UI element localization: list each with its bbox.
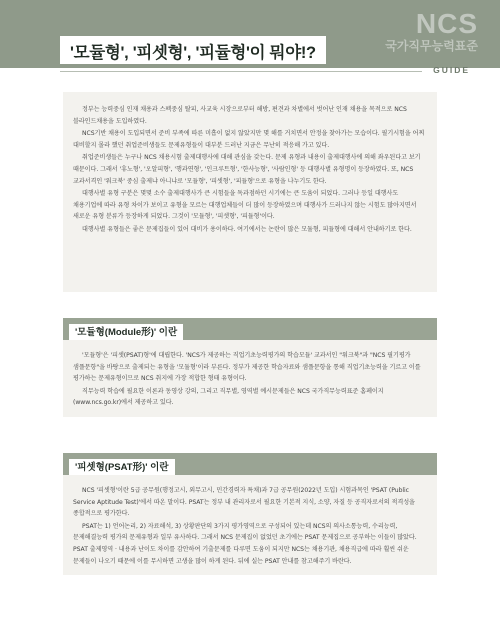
page-title-box (60, 36, 326, 64)
psat-heading: '피셋형(PSAT形)' 이란 (69, 459, 175, 475)
section-heading (63, 453, 437, 475)
module-paragraph: '모듈형'은 '피셋(PSAT)형'에 대립한다. 'NCS가 제공하는 직업기초능력평가의 학습모듈' 교과서인 "워크북"과 "NCS 필기평가 샘플문항"을 바탕으로 출제되는 유형을 '모듈형'이라 부른다. 정부가 제공한 학습자료와 샘플문항을 통해 직업기초능력을 기르고 이를 평가하는 문제유형이므로 NCS 취지에 가장 적합한 형태 유형이다. (73, 352, 421, 383)
intro-paragraph: 정부는 능력중심 인재 채용과 스펙중심 탈피, 사교육 시장으로부터 해방, 편견과 차별에서 벗어난 인재 채용을 목적으로 NCS 블라인드채용을 도입하였다. (73, 106, 407, 125)
watermark-main: NCS (415, 8, 478, 39)
guide-divider (60, 71, 422, 72)
psat-section (63, 453, 437, 575)
psat-paragraph: NCS '피셋형'이란 5급 공무원(행정고시, 외무고시, 민간경력자 특채)과 7급 공무원(2022년 도입) 시험과목인 'PSAT (Public Service Aptitude Test)'에서 따온 말이다. PSAT는 정부 내 관리자로서 필요한 기본적 지식, 소양, 자질 등 공직자로서의 적격성을 종합적으로 평가한다. (73, 487, 415, 518)
intro-paragraph: 취업준비생들은 누구나 NCS 채용시험 출제대행사에 대해 관심을 갖는다. 문제 유형과 내용이 출제대행사에 의해 좌우된다고 보기 때문이다. 그래서 '휴노형', '오알피형', '행과연형', '인크루트형', '한사능형', '사람인형' 등 대행사별 유형명이 등장하였다. 또, NCS 교과서격인 '워크북' 중심 출제냐 아니냐로 '모듈형', '피셋형', '피듈형'으로 유형을 나누기도 한다. (73, 154, 421, 185)
psat-paragraph: PSAT는 1) 언어논리, 2) 자료해석, 3) 상황판단의 3가지 평가영역으로 구성되어 있는데 NCS의 의사소통능력, 수리능력, 문제해결능력 평가의 문제유형과 일부 유사하다. 그래서 NCS 문제집이 없었던 초기에는 PSAT 문제집으로 공부하는 이들이 많았다. PSAT 출제영역 · 내용과 난이도 차이를 감안하여 기출문제를 다루면 도움이 되지만 NCS는 채용기관, 채용직급에 따라 훨씬 쉬운 문제들이 나오기 때문에 이를 무시하면 고생을 많이 하게 된다. 뒤에 실는 PSAT 안내를 참고해주기 바란다. (73, 522, 417, 565)
module-section (63, 318, 437, 417)
intro-panel (63, 92, 437, 292)
module-heading: '모듈형(Module形)' 이란 (69, 324, 183, 340)
page-title: '모듈형', '피셋형', '피듈형'이 뭐야!? (70, 44, 316, 62)
psat-section-body (63, 475, 437, 575)
watermark-sub: 국가직무능력표준 (385, 39, 478, 53)
intro-paragraph: 대행사별 유형 구분은 몇몇 소수 출제대행사가 큰 시험들을 독과점하던 시기에는 큰 도움이 되었다. 그러나 등일 대행사도 채용기업에 따라 유형 차이가 보이고 유형을 모르는 대행업체들이 더 많이 등장하였으며 대행사가 드러나지 않는 시험도 많아지면서 새로운 유형 분류가 등장하게 되었다. 그것이 '모듈형', '피셋형', '피듈형'이다. (73, 190, 417, 221)
module-paragraph: 직무능력 학습에 필요한 이론과 동영상 강의, 그리고 직무별, 영역별 예시문제들은 NCS 국가직무능력표준 홈페이지(www.ncs.go.kr)에서 제공하고 있다. (73, 387, 384, 407)
guide-label: GUIDE (433, 65, 470, 75)
intro-paragraph: 대행사별 유형들은 좋은 문제집들이 있어 대비가 용이하다. 여기에서는 논란이 많은 모듈형, 피듈형에 대해서 안내하기로 한다. (82, 225, 412, 233)
section-heading (63, 318, 437, 340)
intro-paragraph: NCS기반 채용이 도입되면서 준비 부족에 따른 미흡이 없지 않았지만 몇 해를 거치면서 안정을 찾아가는 모습이다. 필기시험을 어찌 대비할지 몰라 했던 취업준비생들도 문제유형들이 대부분 드러난 지금은 무난히 적응해 가고 있다. (73, 130, 425, 149)
module-section-body (63, 340, 437, 417)
ncs-watermark (385, 10, 478, 52)
